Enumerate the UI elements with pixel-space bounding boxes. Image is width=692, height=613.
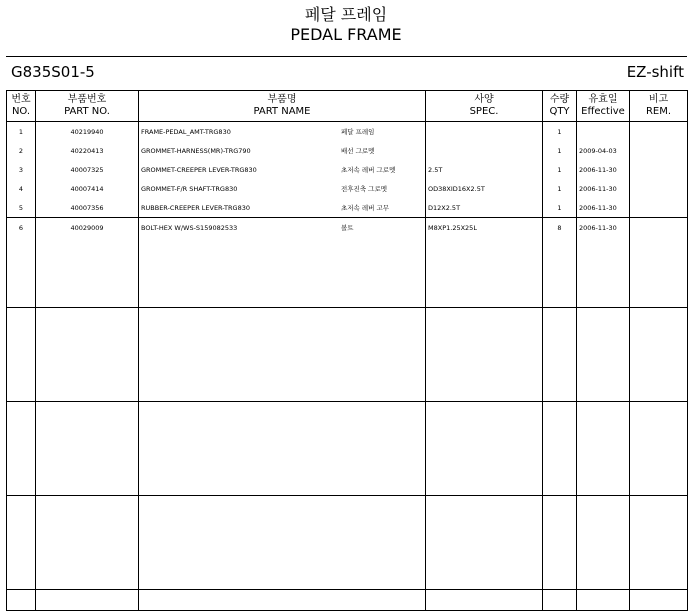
cell-effective: 2009-04-03 — [577, 141, 630, 160]
table-header-row — [7, 91, 688, 122]
cell-part-no: 40007414 — [36, 179, 139, 198]
header-part-no: 부품번호 PART NO. — [36, 91, 139, 122]
header-part-name: 부품명 PART NAME — [139, 91, 426, 122]
table-row — [7, 198, 688, 218]
cell-no: 1 — [7, 122, 36, 142]
cell-no: 5 — [7, 198, 36, 218]
cell-effective: 2006-11-30 — [577, 160, 630, 179]
cell-part-name: RUBBER-CREEPER LEVER-TRG830 초저속 레버 고무 — [139, 198, 426, 218]
table-row — [7, 160, 688, 179]
cell-effective: 2006-11-30 — [577, 218, 630, 238]
table-row — [7, 122, 688, 142]
table-row — [7, 141, 688, 160]
cell-spec: OD38XID16X2.5T — [426, 179, 543, 198]
cell-remark — [630, 198, 688, 218]
table-row-blank — [7, 402, 688, 496]
cell-part-no: 40007325 — [36, 160, 139, 179]
cell-part-name: FRAME-PEDAL_AMT-TRG830 페달 프레임 — [139, 122, 426, 142]
cell-remark — [630, 160, 688, 179]
cell-no: 2 — [7, 141, 36, 160]
cell-spec: M8XP1.25X25L — [426, 218, 543, 238]
cell-part-no: 40219940 — [36, 122, 139, 142]
cell-remark — [630, 122, 688, 142]
table-row-blank — [7, 237, 688, 308]
header-no: 번호 NO. — [7, 91, 36, 122]
header-rule — [6, 56, 687, 57]
header-remark: 비고 REM. — [630, 91, 688, 122]
title-korean: 페달 프레임 — [304, 5, 388, 24]
cell-effective: 2006-11-30 — [577, 179, 630, 198]
cell-part-name: BOLT-HEX W/WS-S159082533 볼트 — [139, 218, 426, 238]
cell-part-name: GROMMET-F/R SHAFT-TRG830 전후진축 그로멧 — [139, 179, 426, 198]
cell-qty: 8 — [543, 218, 577, 238]
cell-remark — [630, 179, 688, 198]
table-row-blank — [7, 308, 688, 402]
header-qty: 수량 QTY — [543, 91, 577, 122]
table-row-blank — [7, 590, 688, 611]
cell-no: 6 — [7, 218, 36, 238]
cell-qty: 1 — [543, 141, 577, 160]
cell-effective — [577, 122, 630, 142]
cell-no: 4 — [7, 179, 36, 198]
cell-spec — [426, 122, 543, 142]
model-name: EZ-shift — [626, 63, 684, 81]
parts-table — [6, 90, 688, 611]
cell-remark — [630, 218, 688, 238]
cell-remark — [630, 141, 688, 160]
cell-qty: 1 — [543, 198, 577, 218]
table-row — [7, 179, 688, 198]
cell-part-no: 40029009 — [36, 218, 139, 238]
cell-qty: 1 — [543, 179, 577, 198]
cell-part-name: GROMMET-HARNESS(MR)-TRG790 배선 그로멧 — [139, 141, 426, 160]
cell-spec — [426, 141, 543, 160]
cell-part-no: 40007356 — [36, 198, 139, 218]
cell-spec: D12X2.5T — [426, 198, 543, 218]
cell-effective: 2006-11-30 — [577, 198, 630, 218]
table-row — [7, 218, 688, 238]
table-row-blank — [7, 496, 688, 590]
cell-spec: 2.5T — [426, 160, 543, 179]
title-english: PEDAL FRAME — [290, 25, 402, 44]
cell-part-name: GROMMET-CREEPER LEVER-TRG830 초저속 레버 그로멧 — [139, 160, 426, 179]
header-effective: 유효일 Effective — [577, 91, 630, 122]
cell-part-no: 40220413 — [36, 141, 139, 160]
cell-qty: 1 — [543, 122, 577, 142]
cell-no: 3 — [7, 160, 36, 179]
page-code: G835S01-5 — [11, 63, 95, 81]
cell-qty: 1 — [543, 160, 577, 179]
header-spec: 사양 SPEC. — [426, 91, 543, 122]
